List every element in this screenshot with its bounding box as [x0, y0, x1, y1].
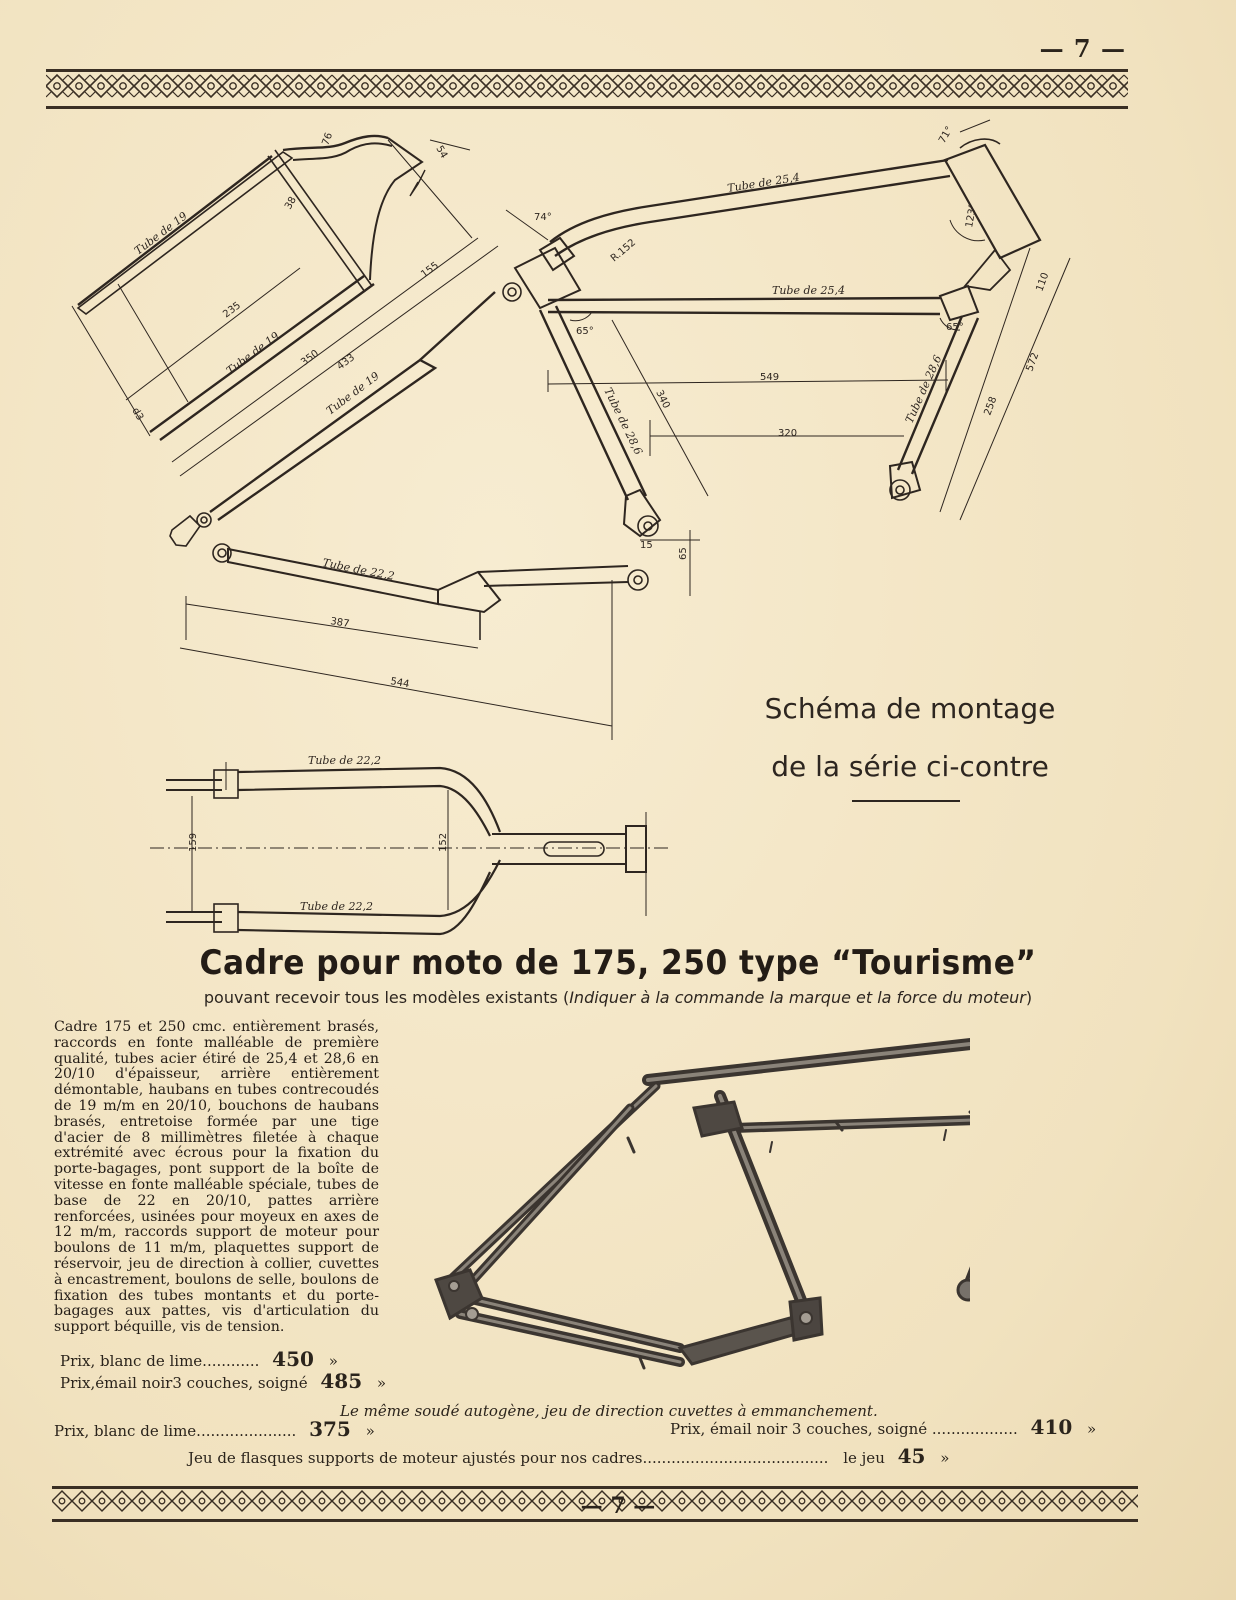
dim-71: 71° [937, 124, 956, 146]
dim-258: 258 [982, 395, 1000, 418]
description-text: Cadre 175 et 250 cmc. entièrement brasés, raccords en fonte malléable de première qualité, tubes acier étiré de 25,4 et 28,6 en 20/10 d'épaisseur, arrière entièrement démontable, haubans en tubes contrecoudés de 19 m/m en 20/10, bouchons de haubans brasés, entretoise formée par une tige d'acier de 8 millimètres filetée à chaque extrémité avec écrous pour la fixation du porte-bagages, pont support de la boîte de vitesse en fonte malléable spéciale, tubes de base de 22 en 20/10, pattes arrière renforcées, usinées pour moyeux en axes de 12 m/m, raccords support de moteur pour boulons de 11 m/m, plaquettes support de réservoir, jeu de direction à collier, cuvettes à encastrement, boulons de selle, boulons de fixation des tubes montants et du porte-bagages aux pattes, vis d'articulation du support béquille, vis de tension. [54, 1019, 379, 1336]
page-number-top: — 7 — [1039, 34, 1126, 63]
dim-572: 572 [1024, 351, 1042, 374]
price-value: 410 [1030, 1415, 1073, 1439]
schema-caption-line2: de la série ci-contre [771, 750, 1049, 783]
dim-65a: 65° [576, 326, 594, 337]
label-tube-19-b: Tube de 19 [223, 329, 282, 378]
price-row-email [60, 1369, 386, 1393]
price-quote: » [940, 1449, 950, 1467]
price-value: 450 [272, 1347, 314, 1371]
dim-65b: 65° [946, 322, 964, 333]
schema-caption [700, 680, 1120, 796]
dim-155: 155 [419, 260, 442, 281]
label-tube-19-a: Tube de 19 [131, 209, 190, 258]
schema-rule [852, 800, 960, 802]
label-tube-222-top: Tube de 22,2 [308, 754, 382, 767]
dim-350: 350 [299, 348, 322, 369]
frame-photograph [430, 1018, 970, 1388]
schema-caption-line1: Schéma de montage [764, 692, 1056, 725]
soude-price-blanc [54, 1417, 375, 1441]
subtitle-close: ) [1025, 988, 1033, 1007]
price-label: Prix,émail noir3 couches, soigné [60, 1374, 308, 1392]
price-quote: » [376, 1374, 387, 1392]
dim-433: 433 [335, 352, 358, 373]
price-label: Prix, émail noir 3 couches, soigné .................. [670, 1420, 1018, 1438]
dim-76: 76 [320, 131, 336, 148]
dim-d3: d3 [129, 406, 146, 423]
frame-description [54, 1020, 379, 1336]
dim-54: 54 [433, 144, 450, 161]
label-tube-254-mid: Tube de 25,4 [772, 284, 846, 297]
dim-235: 235 [221, 300, 244, 321]
price-quote: » [1087, 1420, 1097, 1438]
subtitle-italic: Indiquer à la commande la marque et la force du moteur [569, 988, 1026, 1007]
label-tube-222-bottom: Tube de 22,2 [300, 900, 374, 913]
page-title: Cadre pour moto de 175, 250 type “Tourisme” [199, 943, 1037, 983]
price-label: Prix, blanc de lime..................... [54, 1422, 297, 1440]
dim-152: 152 [438, 832, 449, 852]
price-value: 485 [320, 1369, 363, 1393]
price-label: Jeu de flasques supports de moteur ajustés pour nos cadres....................................... [188, 1449, 829, 1467]
subtitle [0, 988, 1236, 1007]
dim-65: 65 [678, 547, 689, 560]
dim-159: 159 [188, 832, 199, 852]
flasques-price [188, 1444, 949, 1468]
label-tube-286-a: Tube de 28,6 [601, 385, 645, 457]
page-number-bottom: — 7 — [580, 1493, 656, 1519]
dim-320: 320 [778, 428, 798, 439]
dim-387: 387 [329, 616, 351, 630]
soude-note: Le même soudé autogène, jeu de direction cuvettes à emmanchement. [340, 1402, 878, 1420]
price-value: 45 [897, 1444, 926, 1468]
dim-123: 123° [964, 202, 980, 229]
price-value: 375 [309, 1417, 351, 1441]
price-unit: le jeu [843, 1449, 885, 1467]
subtitle-text: pouvant recevoir tous les modèles existants ( [203, 988, 570, 1007]
dim-r152: R.152 [608, 237, 639, 265]
label-tube-222: Tube de 22,2 [321, 556, 396, 583]
price-quote: » [365, 1422, 375, 1440]
label-tube-286-b: Tube de 28,6 [902, 353, 945, 426]
dim-549: 549 [760, 372, 780, 383]
dim-74: 74° [534, 212, 552, 223]
dim-38: 38 [283, 194, 299, 212]
dim-110: 110 [1034, 271, 1052, 294]
label-tube-19-c: Tube de 19 [323, 369, 382, 418]
price-label: Prix, blanc de lime............ [60, 1352, 260, 1370]
price-row-blanc [60, 1347, 338, 1371]
label-tube-254-top: Tube de 25,4 [726, 170, 801, 195]
dim-544: 544 [389, 676, 411, 691]
price-quote: » [328, 1352, 338, 1370]
dim-340: 340 [653, 388, 672, 411]
dim-15: 15 [640, 540, 653, 551]
soude-price-email [670, 1415, 1096, 1439]
